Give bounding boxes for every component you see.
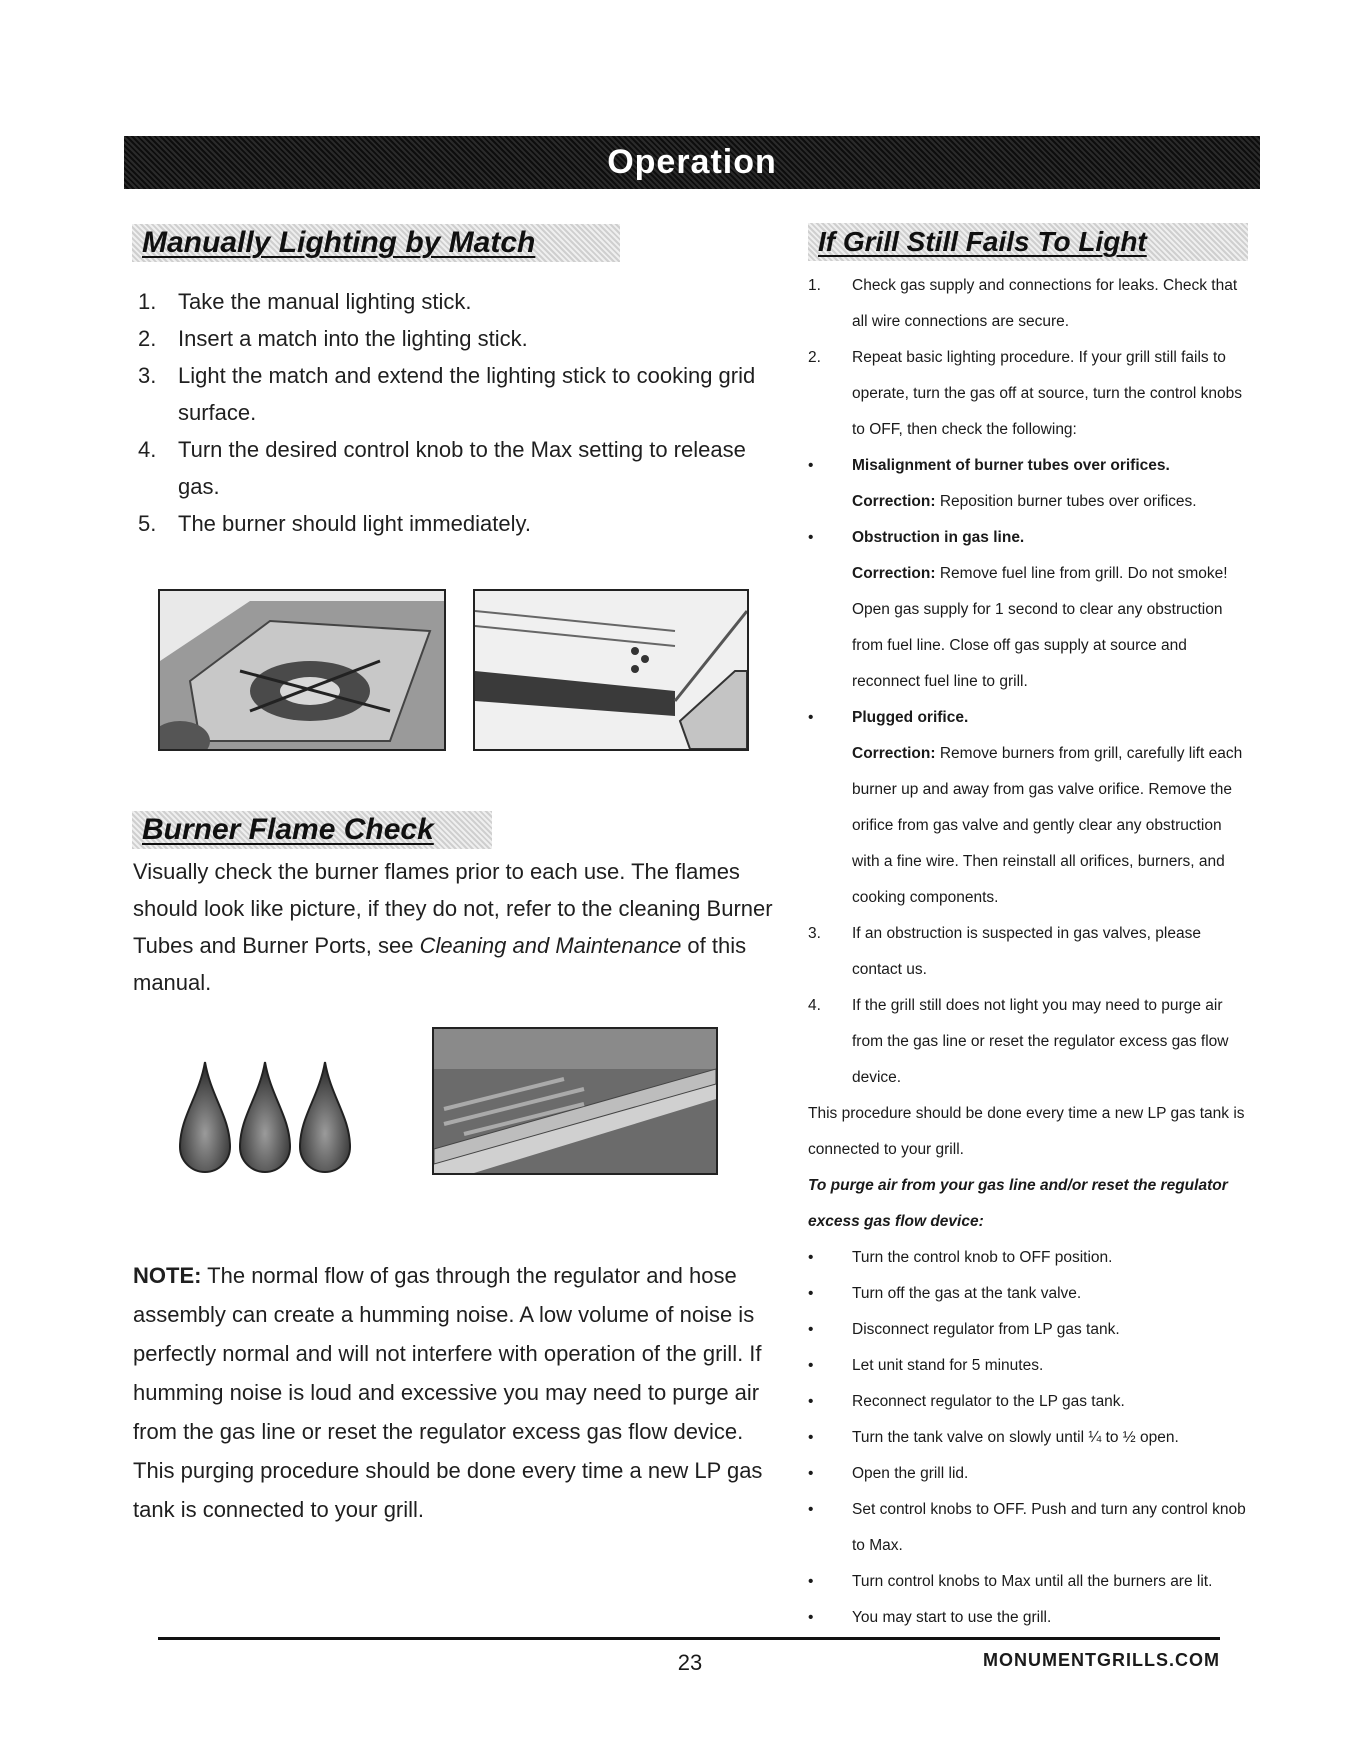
list-item: • Obstruction in gas line. Correction: Remove fuel line from grill. Do not smoke! Open gas supply for 1 second to clear any obstruction from fuel line. Close off gas supply at source and reconnect fuel line to grill. (808, 520, 1248, 700)
website-label: MONUMENTGRILLS.COM (983, 1650, 1220, 1670)
manual-lighting-heading: Manually Lighting by Match (132, 224, 620, 262)
bullet-icon: • (808, 709, 814, 726)
burner-flame-check-heading: Burner Flame Check (132, 811, 492, 849)
list-item: • Open the grill lid. (808, 1456, 1248, 1492)
page-number: 23 (677, 1650, 703, 1675)
bullet-icon: • (808, 1501, 814, 1518)
burner-illustration (160, 591, 444, 749)
list-item: 4. Turn the desired control knob to the Max setting to release gas. (138, 437, 746, 499)
list-item: • Turn the control knob to OFF position. (808, 1240, 1248, 1276)
list-item: 2. Insert a match into the lighting stick. (138, 326, 528, 351)
manual-lighting-steps (138, 283, 778, 542)
flame-icon (240, 1062, 290, 1172)
list-item: • Plugged orifice. Correction: Remove burners from grill, carefully lift each burner up and away from gas valve orifice. Remove the orifice from gas valve and gently clear any obstruction with a fine wire. Then reinstall all orifices, burners, and cooking components. (808, 700, 1248, 916)
lighting-stick-photo (473, 589, 749, 751)
list-item: • You may start to use the grill. (808, 1600, 1248, 1636)
bullet-icon: • (808, 1357, 814, 1374)
burner-flame-illustration (434, 1029, 716, 1173)
bullet-icon: • (808, 1249, 814, 1266)
cleaning-maintenance-reference: Cleaning and Maintenance (419, 933, 682, 958)
bullet-icon: • (808, 1285, 814, 1302)
list-item: 2. Repeat basic lighting procedure. If your grill still fails to operate, turn the gas off at source, turn the control knobs to OFF, then check the following: (808, 349, 1243, 438)
grill-fails-heading: If Grill Still Fails To Light (808, 223, 1248, 261)
page-title: Operation (607, 143, 777, 181)
note-label: NOTE: (133, 1263, 202, 1288)
bullet-icon: • (808, 1321, 814, 1338)
list-item: 1. Take the manual lighting stick. (138, 289, 472, 314)
list-item: 1. Check gas supply and connections for leaks. Check that all wire connections are secure. (808, 277, 1238, 330)
burner-lighting-photo (158, 589, 446, 751)
list-item: • Turn off the gas at the tank valve. (808, 1276, 1248, 1312)
list-item: • Misalignment of burner tubes over orifices. Correction: Reposition burner tubes over orifices. (808, 448, 1248, 520)
note-paragraph: NOTE: The normal flow of gas through the regulator and hose assembly can create a humming noise. A low volume of noise is perfectly normal and will not interfere with operation of the grill. If humming noise is loud and excessive you may need to purge air from the gas line or reset the regulator excess gas flow device. This purging procedure should be done every time a new LP gas tank is connected to your grill. (133, 1263, 763, 1522)
bullet-icon: • (808, 1609, 814, 1626)
bullet-icon: • (808, 457, 814, 474)
procedure-note: This procedure should be done every time a new LP gas tank is connected to your grill. (808, 1105, 1245, 1158)
bullet-icon: • (808, 1573, 814, 1590)
list-item: 5. The burner should light immediately. (138, 511, 531, 536)
list-item: • Reconnect regulator to the LP gas tank. (808, 1384, 1248, 1420)
lighting-stick-illustration (475, 591, 747, 749)
page-banner (124, 136, 1260, 189)
purge-heading: To purge air from your gas line and/or reset the regulator excess gas flow device: (808, 1177, 1228, 1230)
flame-check-paragraph: Visually check the burner flames prior to each use. The flames should look like picture, if they do not, refer to the cleaning Burner Tubes and Burner Ports, see Cleaning and Maintenance of this manual. (133, 859, 773, 995)
list-item: • Disconnect regulator from LP gas tank. (808, 1312, 1248, 1348)
list-item: 3. If an obstruction is suspected in gas valves, please contact us. (808, 925, 1201, 978)
bullet-icon: • (808, 1393, 814, 1410)
footer-divider (158, 1637, 1220, 1640)
flame-icon (300, 1062, 350, 1172)
bullet-icon: • (808, 529, 814, 546)
list-item: 4. If the grill still does not light you may need to purge air from the gas line or reset the regulator excess gas flow device. (808, 997, 1229, 1086)
bullet-icon: • (808, 1429, 814, 1446)
bullet-icon: • (808, 1465, 814, 1482)
burner-flame-photo (432, 1027, 718, 1175)
flame-icons (175, 1057, 355, 1187)
list-item: 3. Light the match and extend the lighting stick to cooking grid surface. (138, 363, 756, 425)
list-item: • Set control knobs to OFF. Push and turn any control knob to Max. (808, 1492, 1248, 1564)
list-item: • Turn the tank valve on slowly until ¼ to ½ open. (808, 1420, 1248, 1456)
list-item: • Turn control knobs to Max until all the burners are lit. (808, 1564, 1248, 1600)
list-item: • Let unit stand for 5 minutes. (808, 1348, 1248, 1384)
troubleshooting-list (808, 268, 1248, 1636)
flame-icon (180, 1062, 230, 1172)
